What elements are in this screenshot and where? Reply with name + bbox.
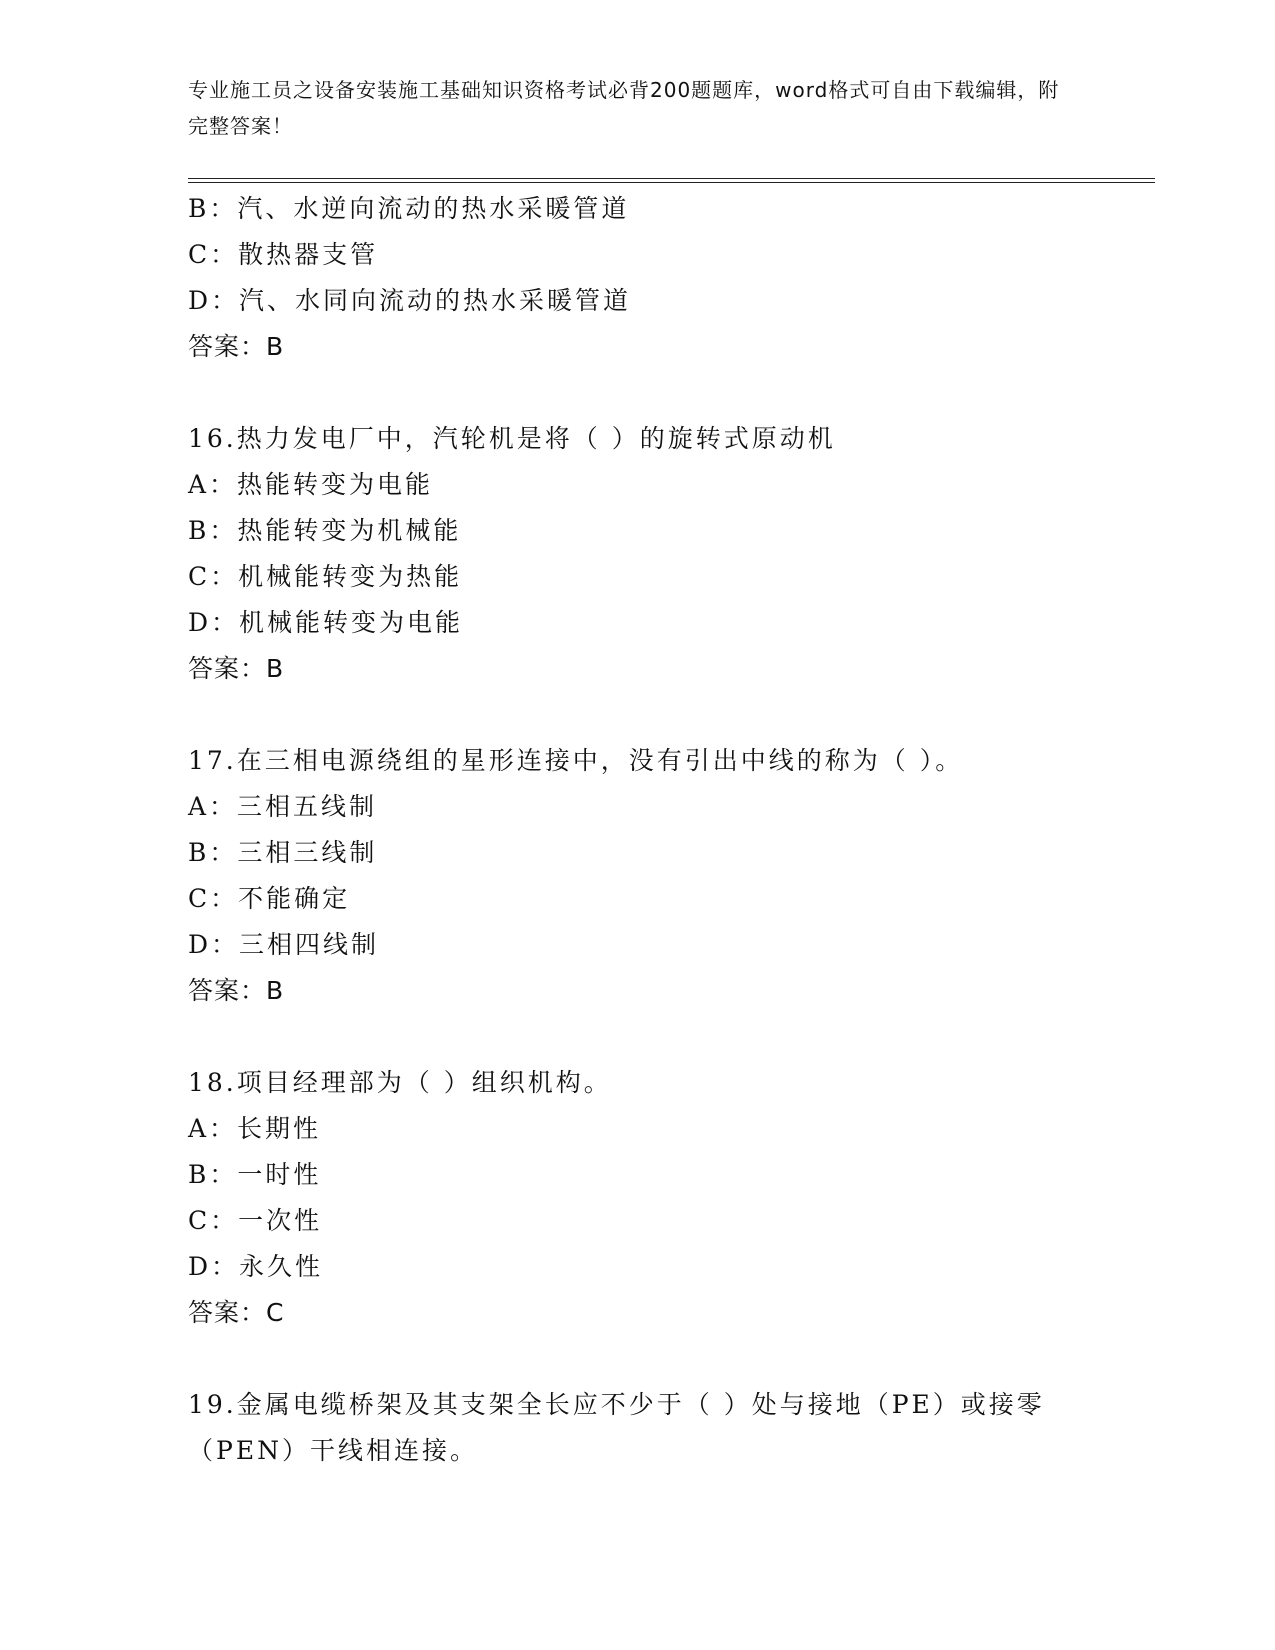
option-c: C：散热器支管 <box>188 240 379 269</box>
question-18: 18.项目经理部为（ ）组织机构。 <box>188 1068 612 1097</box>
spacer <box>188 1336 1108 1382</box>
option-c: C：不能确定 <box>188 884 351 913</box>
document-body <box>188 186 1108 1474</box>
answer-line: 答案：B <box>188 976 285 1005</box>
option-a: A：三相五线制 <box>188 792 378 821</box>
option-d: D：三相四线制 <box>188 930 380 959</box>
option-c: C：机械能转变为热能 <box>188 562 463 591</box>
question-19: 19.金属电缆桥架及其支架全长应不少于（ ）处与接地（PE）或接零（PEN）干线相连接。 <box>188 1390 1045 1465</box>
option-b: B：一时性 <box>188 1160 322 1189</box>
spacer <box>188 692 1108 738</box>
option-a: A：长期性 <box>188 1114 322 1143</box>
answer-line: 答案：B <box>188 332 285 361</box>
answer-line: 答案：C <box>188 1298 285 1327</box>
option-b: B：三相三线制 <box>188 838 378 867</box>
question-17: 17.在三相电源绕组的星形连接中，没有引出中线的称为（ ）。 <box>188 746 964 775</box>
option-c: C：一次性 <box>188 1206 323 1235</box>
header-divider <box>188 178 1155 183</box>
question-16: 16.热力发电厂中，汽轮机是将（ ）的旋转式原动机 <box>188 424 836 453</box>
option-d: D：汽、水同向流动的热水采暖管道 <box>188 286 632 315</box>
page-header: 专业施工员之设备安装施工基础知识资格考试必背200题题库，word格式可自由下载编辑，附完整答案！ <box>188 78 1060 138</box>
spacer <box>188 1014 1108 1060</box>
answer-line: 答案：B <box>188 654 285 683</box>
option-d: D：机械能转变为电能 <box>188 608 464 637</box>
spacer <box>188 370 1108 416</box>
option-d: D：永久性 <box>188 1252 324 1281</box>
option-b: B：汽、水逆向流动的热水采暖管道 <box>188 194 630 223</box>
option-b: B：热能转变为机械能 <box>188 516 462 545</box>
option-a: A：热能转变为电能 <box>188 470 434 499</box>
